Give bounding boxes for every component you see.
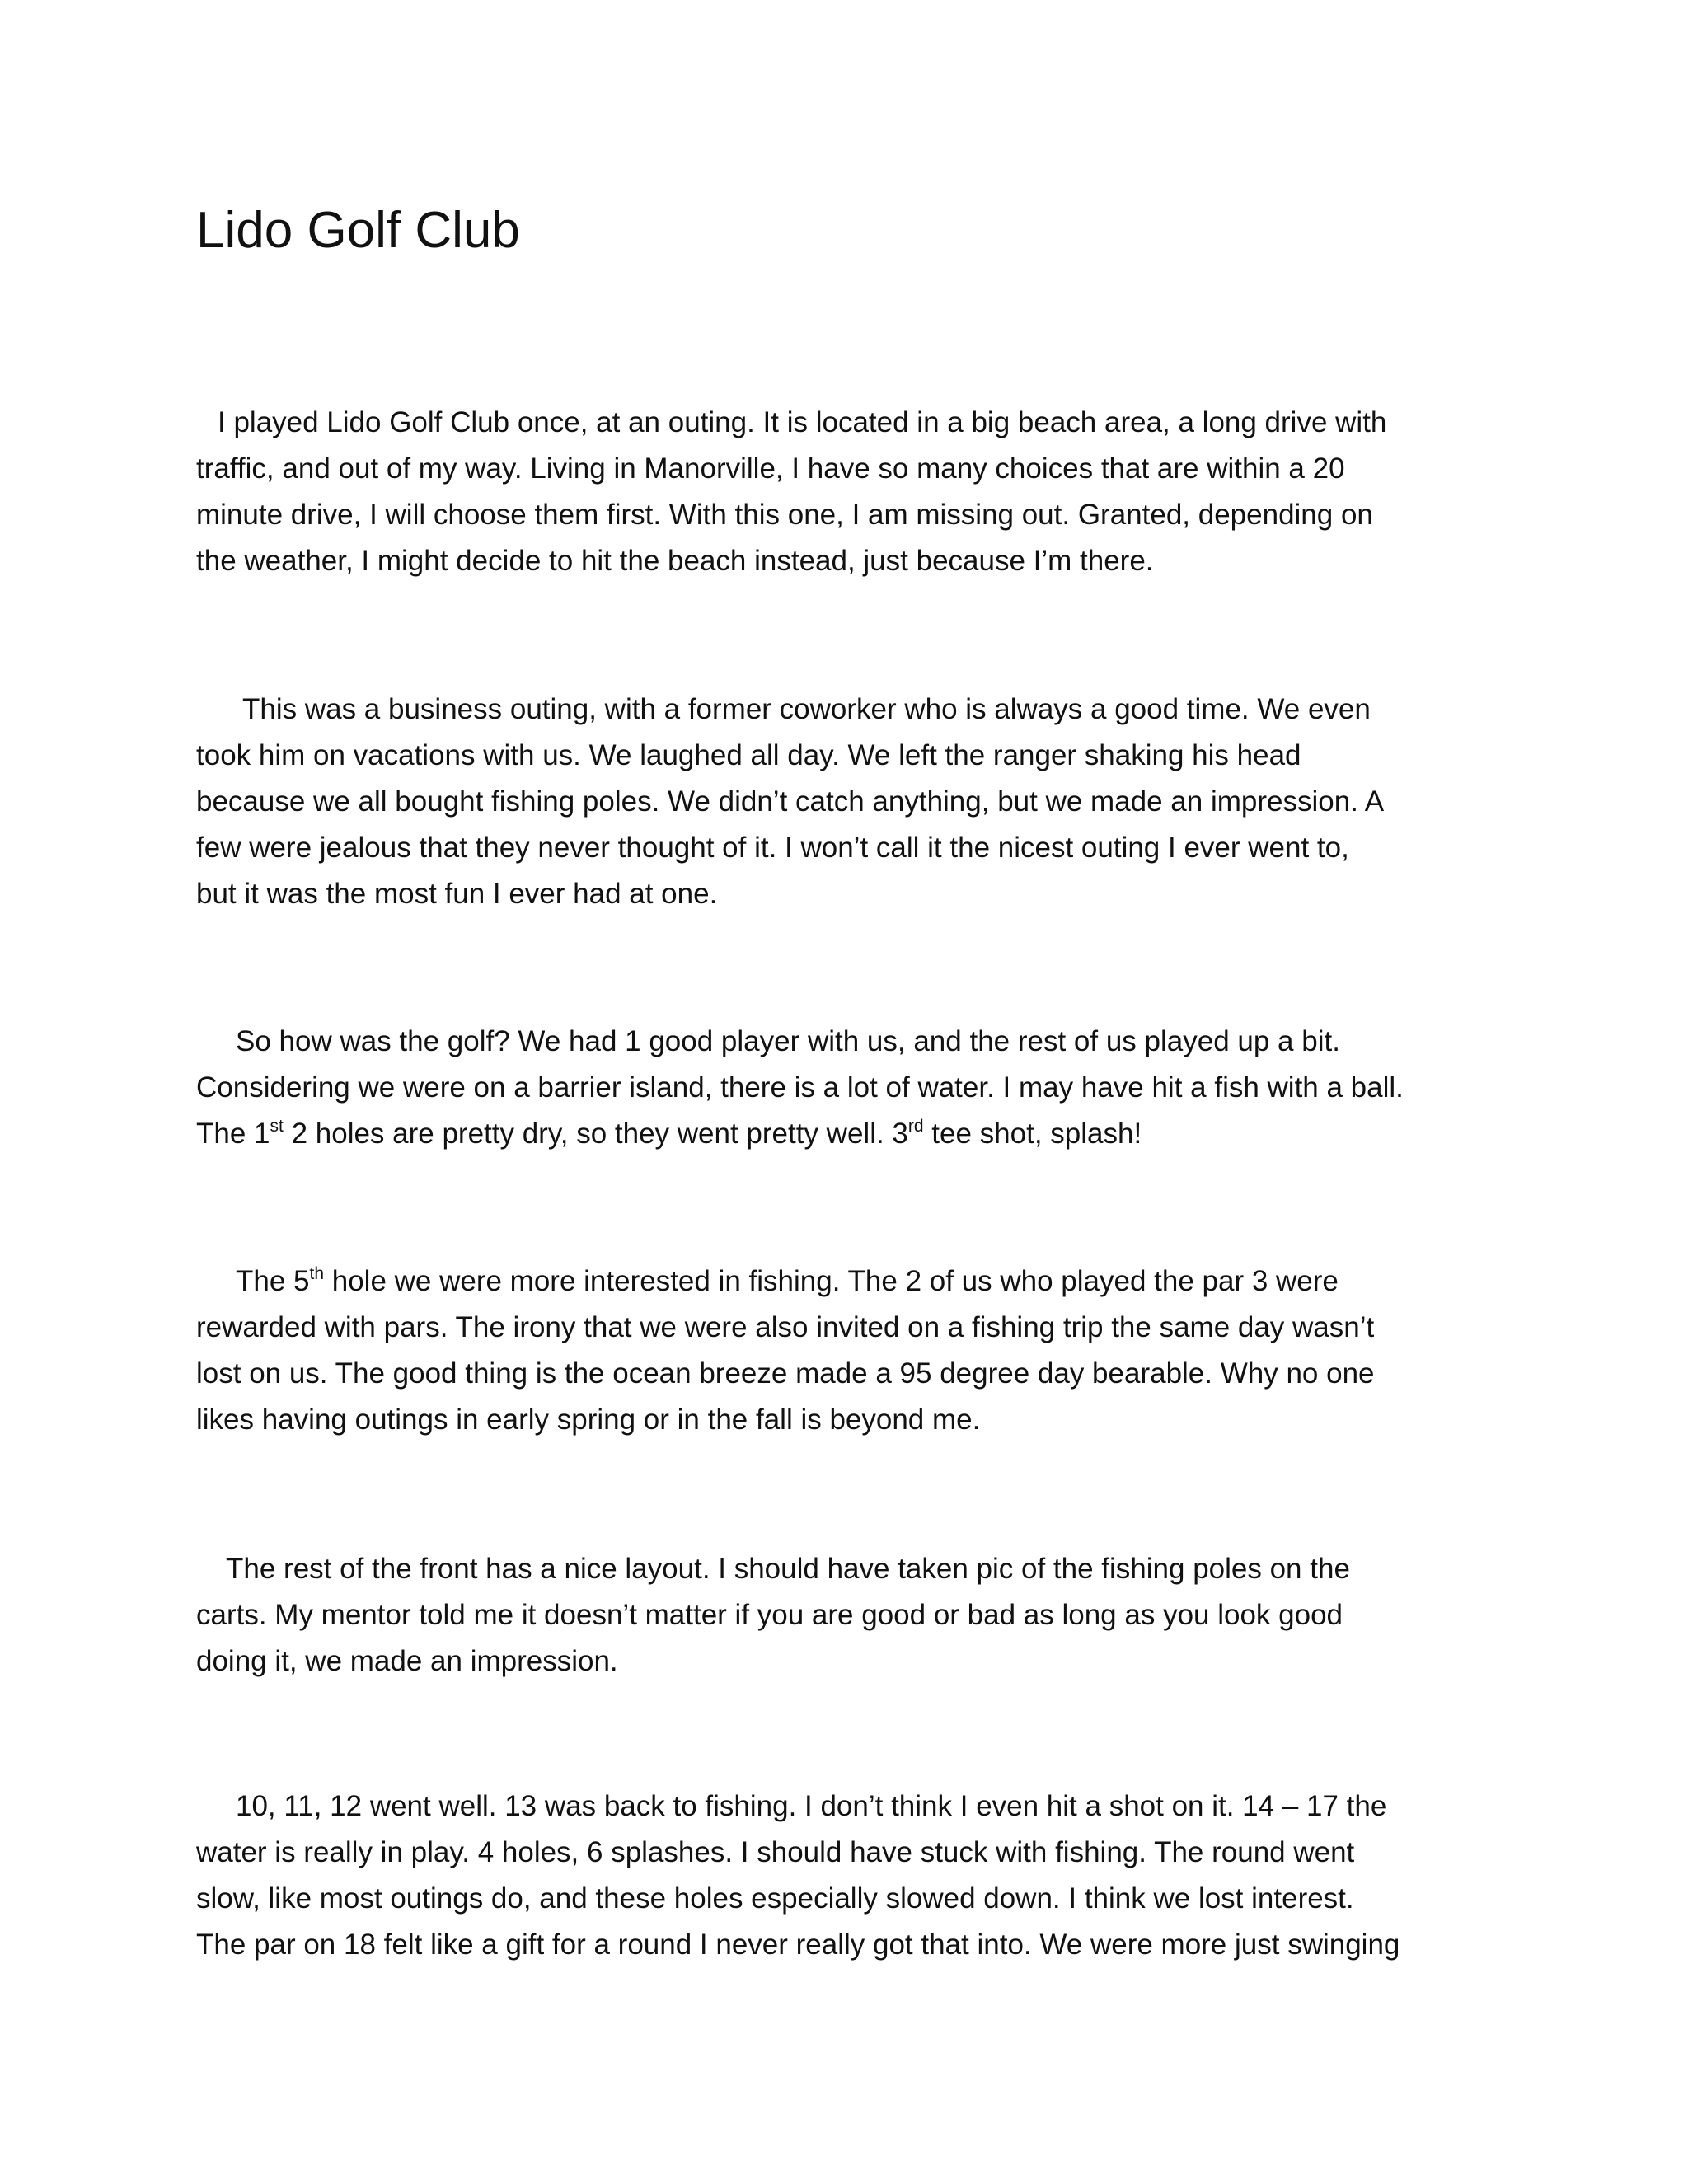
paragraph-line: carts. My mentor told me it doesn’t matter if you are good or bad as long as you look good <box>196 1599 1343 1631</box>
paragraph-line: I played Lido Golf Club once, at an outing. It is located in a big beach area, a long drive with <box>218 406 1387 438</box>
paragraph-1 <box>196 400 1498 584</box>
paragraph-line <box>196 1258 1498 1305</box>
paragraph-line: few were jealous that they never thought of it. I won’t call it the nicest outing I ever went to, <box>196 832 1349 864</box>
paragraph-line: The par on 18 felt like a gift for a round I never really got that into. We were more just swinging <box>196 1929 1400 1961</box>
paragraph-line <box>196 1111 1498 1157</box>
line-text: hole we were more interested in fishing. The 2 of us who played the par 3 were <box>324 1265 1339 1297</box>
line-text: tee shot, splash! <box>923 1118 1142 1150</box>
paragraph-line: The rest of the front has a nice layout. I should have taken pic of the fishing poles on the <box>226 1553 1350 1585</box>
line-text: The 5 <box>236 1265 310 1297</box>
paragraph-5 <box>196 1546 1498 1685</box>
paragraph-line: Considering we were on a barrier island, there is a lot of water. I may have hit a fish with a ball. <box>196 1071 1404 1104</box>
paragraph-line: minute drive, I will choose them first. With this one, I am missing out. Granted, depending on <box>196 499 1373 531</box>
paragraph-line: because we all bought fishing poles. We didn’t catch anything, but we made an impression. A <box>196 785 1385 818</box>
paragraph-line: So how was the golf? We had 1 good player with us, and the rest of us played up a bit. <box>236 1025 1340 1057</box>
paragraph-4 <box>196 1258 1498 1443</box>
paragraph-line: lost on us. The good thing is the ocean breeze made a 95 degree day bearable. Why no one <box>196 1357 1375 1390</box>
document-title: Lido Golf Club <box>196 202 520 259</box>
paragraph-line: but it was the most fun I ever had at one. <box>196 878 718 910</box>
ordinal-suffix: th <box>309 1264 325 1283</box>
line-text: The 1 <box>196 1118 270 1150</box>
paragraph-line: water is really in play. 4 holes, 6 splashes. I should have stuck with fishing. The round went <box>196 1836 1355 1868</box>
paragraph-line: 10, 11, 12 went well. 13 was back to fishing. I don’t think I even hit a shot on it. 14 – 17 the <box>236 1790 1387 1822</box>
paragraph-line: doing it, we made an impression. <box>196 1645 618 1677</box>
ordinal-suffix: st <box>270 1117 284 1136</box>
paragraph-line: slow, like most outings do, and these holes especially slowed down. I think we lost interest. <box>196 1882 1354 1915</box>
paragraph-line: rewarded with pars. The irony that we were also invited on a fishing trip the same day wasn’t <box>196 1311 1375 1343</box>
paragraph-line: the weather, I might decide to hit the beach instead, just because I’m there. <box>196 545 1154 577</box>
paragraph-line: likes having outings in early spring or in the fall is beyond me. <box>196 1404 981 1436</box>
paragraph-line: traffic, and out of my way. Living in Manorville, I have so many choices that are within a 20 <box>196 452 1345 485</box>
paragraph-line: This was a business outing, with a former coworker who is always a good time. We even <box>242 693 1371 725</box>
paragraph-2 <box>196 687 1498 917</box>
line-text: 2 holes are pretty dry, so they went pretty well. 3 <box>283 1118 908 1150</box>
paragraph-6 <box>196 1783 1498 1968</box>
paragraph-line: took him on vacations with us. We laughed all day. We left the ranger shaking his head <box>196 739 1301 771</box>
paragraph-3 <box>196 1019 1498 1157</box>
ordinal-suffix: rd <box>907 1117 924 1136</box>
